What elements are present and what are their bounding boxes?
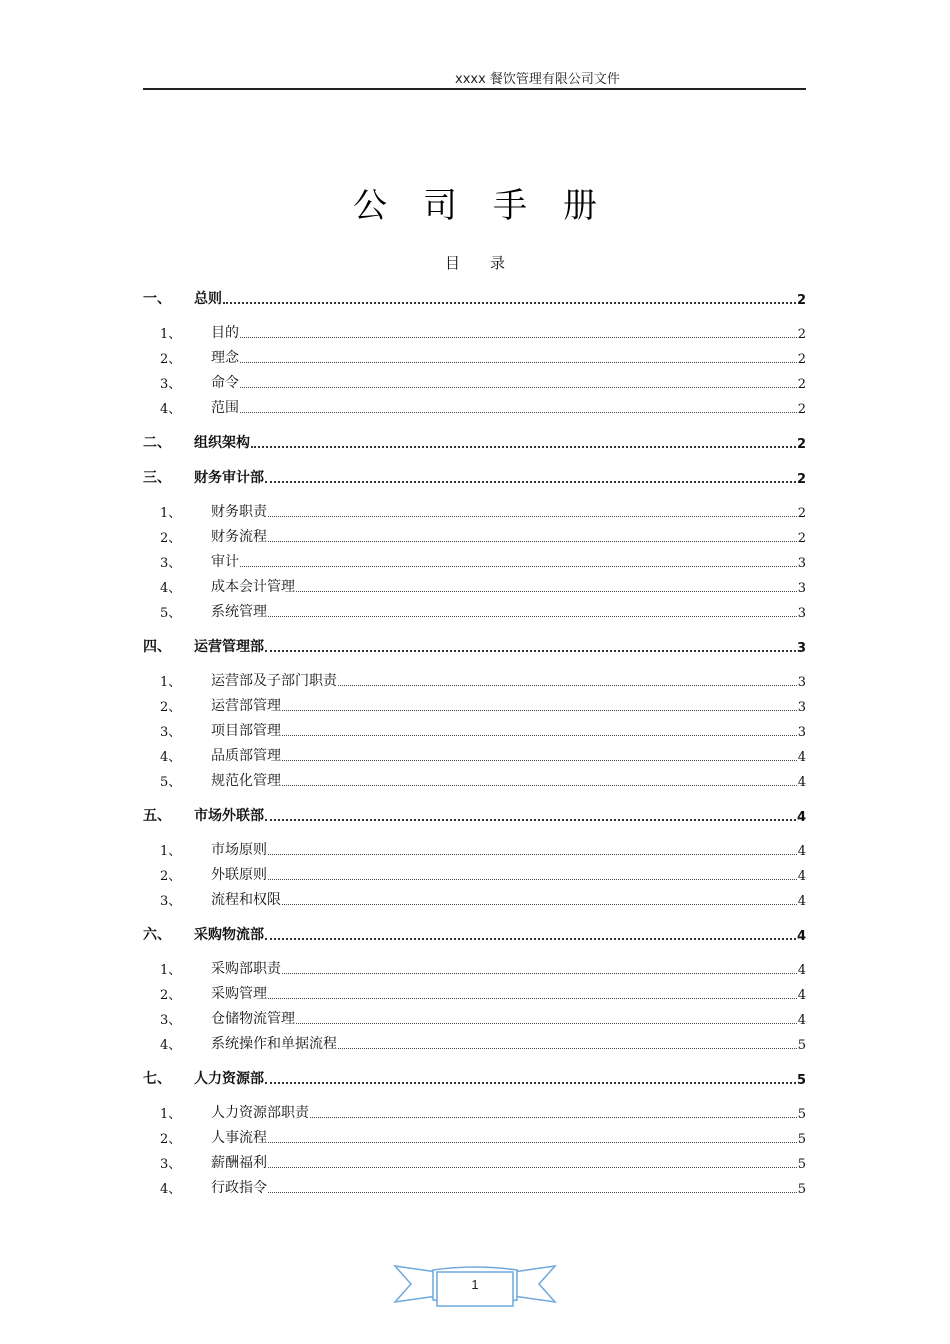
toc-entry-label: 范围 xyxy=(211,400,239,416)
toc-entry-number: 2、 xyxy=(160,869,182,884)
toc-leader-dots xyxy=(265,480,796,483)
toc-section xyxy=(143,462,806,621)
toc-subentry[interactable] xyxy=(143,765,806,790)
toc-subentry[interactable] xyxy=(143,392,806,417)
page-header xyxy=(143,66,806,90)
toc-entry-label: 财务职责 xyxy=(211,504,267,520)
toc-subentry[interactable] xyxy=(143,978,806,1003)
toc-entry-page: 3 xyxy=(797,675,806,690)
toc-leader-dots xyxy=(296,1022,797,1024)
toc-entry-label: 品质部管理 xyxy=(211,748,281,764)
toc-entry-page: 4 xyxy=(796,810,806,825)
toc-heading: 目录 xyxy=(444,254,535,272)
toc-entry-page: 2 xyxy=(796,437,806,452)
toc-section xyxy=(143,1063,806,1197)
toc-subentry[interactable] xyxy=(143,317,806,342)
toc-entry-number: 1、 xyxy=(160,963,182,978)
toc-entry-label: 行政指令 xyxy=(211,1180,267,1196)
toc-section xyxy=(143,427,806,452)
toc-subentry[interactable] xyxy=(143,1172,806,1197)
toc-entry-page: 3 xyxy=(797,700,806,715)
page-footer xyxy=(393,1262,557,1308)
toc-entry-label: 人事流程 xyxy=(211,1130,267,1146)
toc-leader-dots xyxy=(265,649,796,652)
toc-section xyxy=(143,283,806,417)
toc-entry-number: 1、 xyxy=(160,327,182,342)
toc-subentry[interactable] xyxy=(143,1122,806,1147)
toc-leader-dots xyxy=(282,972,797,974)
toc-entry-page: 5 xyxy=(797,1182,806,1197)
toc-subentry[interactable] xyxy=(143,859,806,884)
toc-leader-dots xyxy=(240,386,797,388)
toc-leader-dots xyxy=(268,540,797,542)
toc-entry-number: 4、 xyxy=(160,1182,182,1197)
toc-entry-page: 3 xyxy=(797,581,806,596)
toc-subentry[interactable] xyxy=(143,690,806,715)
toc-entry-label: 审计 xyxy=(211,554,239,570)
toc-leader-dots xyxy=(282,759,797,761)
toc-entry-number: 2、 xyxy=(160,700,182,715)
document-title: 公司手册 xyxy=(353,186,633,226)
toc-entry-page: 5 xyxy=(796,1073,806,1088)
toc-entry-number: 3、 xyxy=(160,1157,182,1172)
toc-entry-page: 4 xyxy=(797,988,806,1003)
toc-leader-dots xyxy=(268,1166,797,1168)
toc-entry-label: 人力资源部职责 xyxy=(211,1105,309,1121)
toc-entry-number: 二、 xyxy=(143,435,171,451)
toc-entry-label: 仓储物流管理 xyxy=(211,1011,295,1027)
toc-entry-label: 命令 xyxy=(211,375,239,391)
toc-entry-page: 4 xyxy=(797,750,806,765)
toc-subentry[interactable] xyxy=(143,596,806,621)
toc-leader-dots xyxy=(240,361,797,363)
toc-entry-number: 3、 xyxy=(160,377,182,392)
toc-entry-label: 规范化管理 xyxy=(211,773,281,789)
toc-leader-dots xyxy=(265,818,796,821)
toc-subentry[interactable] xyxy=(143,1097,806,1122)
toc-entry-number: 四、 xyxy=(143,639,171,655)
toc-entry-page: 2 xyxy=(797,402,806,417)
toc-entry-page: 5 xyxy=(797,1157,806,1172)
toc-chapter-entry[interactable] xyxy=(143,800,806,825)
toc-chapter-entry[interactable] xyxy=(143,631,806,656)
toc-subentry[interactable] xyxy=(143,342,806,367)
toc-entry-number: 4、 xyxy=(160,581,182,596)
toc-entry-label: 流程和权限 xyxy=(211,892,281,908)
toc-subentry[interactable] xyxy=(143,521,806,546)
toc-leader-dots xyxy=(268,615,797,617)
toc-entry-page: 3 xyxy=(797,606,806,621)
toc-subentry[interactable] xyxy=(143,740,806,765)
toc-chapter-entry[interactable] xyxy=(143,427,806,452)
toc-entry-number: 七、 xyxy=(143,1071,171,1087)
toc-subentry[interactable] xyxy=(143,884,806,909)
toc-chapter-entry[interactable] xyxy=(143,1063,806,1088)
toc-entry-page: 4 xyxy=(797,963,806,978)
toc-subentry[interactable] xyxy=(143,665,806,690)
toc-entry-number: 一、 xyxy=(143,291,171,307)
toc-entry-page: 3 xyxy=(797,556,806,571)
toc-subentry[interactable] xyxy=(143,546,806,571)
toc-entry-page: 4 xyxy=(797,1013,806,1028)
toc-entry-number: 3、 xyxy=(160,1013,182,1028)
toc-leader-dots xyxy=(268,853,797,855)
toc-leader-dots xyxy=(282,734,797,736)
toc-entry-label: 采购管理 xyxy=(211,986,267,1002)
toc-entry-label: 运营部及子部门职责 xyxy=(211,673,337,689)
toc-entry-page: 5 xyxy=(797,1038,806,1053)
toc-entry-page: 4 xyxy=(797,844,806,859)
toc-entry-label: 财务审计部 xyxy=(194,470,264,486)
toc-entry-number: 1、 xyxy=(160,1107,182,1122)
toc-leader-dots xyxy=(268,1141,797,1143)
toc-entry-number: 2、 xyxy=(160,352,182,367)
toc-entry-label: 市场外联部 xyxy=(194,808,264,824)
toc-subentry[interactable] xyxy=(143,367,806,392)
toc-entry-label: 运营管理部 xyxy=(194,639,264,655)
toc-chapter-entry[interactable] xyxy=(143,283,806,308)
toc-leader-dots xyxy=(268,1191,797,1193)
toc-entry-page: 2 xyxy=(797,352,806,367)
toc-entry-number: 4、 xyxy=(160,1038,182,1053)
toc-subentry[interactable] xyxy=(143,571,806,596)
toc-entry-number: 5、 xyxy=(160,606,182,621)
toc-entry-label: 系统操作和单据流程 xyxy=(211,1036,337,1052)
toc-entry-page: 2 xyxy=(796,472,806,487)
toc-entry-page: 5 xyxy=(797,1107,806,1122)
toc-subentry[interactable] xyxy=(143,1147,806,1172)
toc-entry-label: 采购部职责 xyxy=(211,961,281,977)
toc-section xyxy=(143,800,806,909)
toc-entry-label: 采购物流部 xyxy=(194,927,264,943)
toc-leader-dots xyxy=(265,1081,796,1084)
toc-entry-page: 2 xyxy=(797,377,806,392)
toc-entry-page: 2 xyxy=(797,531,806,546)
toc-leader-dots xyxy=(268,878,797,880)
toc-entry-number: 1、 xyxy=(160,506,182,521)
toc-entry-page: 3 xyxy=(796,641,806,656)
toc-leader-dots xyxy=(338,1047,797,1049)
toc-entry-page: 5 xyxy=(797,1132,806,1147)
page-number: 1 xyxy=(471,1277,479,1292)
toc-leader-dots xyxy=(338,684,797,686)
toc-entry-page: 3 xyxy=(797,725,806,740)
toc-entry-number: 5、 xyxy=(160,775,182,790)
toc-entry-label: 总则 xyxy=(194,291,222,307)
toc-entry-page: 4 xyxy=(796,929,806,944)
toc-leader-dots xyxy=(282,903,797,905)
toc-entry-label: 人力资源部 xyxy=(194,1071,264,1087)
toc-leader-dots xyxy=(268,515,797,517)
toc-entry-page: 4 xyxy=(797,775,806,790)
toc-entry-number: 4、 xyxy=(160,402,182,417)
toc-entry-label: 理念 xyxy=(211,350,239,366)
toc-entry-number: 3、 xyxy=(160,894,182,909)
toc-subentry[interactable] xyxy=(143,953,806,978)
toc-subentry[interactable] xyxy=(143,496,806,521)
toc-leader-dots xyxy=(282,784,797,786)
toc-entry-number: 4、 xyxy=(160,750,182,765)
toc-entry-page: 4 xyxy=(797,894,806,909)
toc-section xyxy=(143,919,806,1053)
toc-entry-number: 1、 xyxy=(160,675,182,690)
toc-leader-dots xyxy=(282,709,797,711)
toc-leader-dots xyxy=(251,445,796,448)
toc-entry-page: 2 xyxy=(797,506,806,521)
toc-entry-label: 薪酬福利 xyxy=(211,1155,267,1171)
toc-entry-label: 系统管理 xyxy=(211,604,267,620)
toc-entry-label: 市场原则 xyxy=(211,842,267,858)
toc-subentry[interactable] xyxy=(143,834,806,859)
toc-entry-label: 运营部管理 xyxy=(211,698,281,714)
header-text: xxxx 餐饮管理有限公司文件 xyxy=(455,72,620,87)
toc-subentry[interactable] xyxy=(143,1003,806,1028)
toc-entry-label: 项目部管理 xyxy=(211,723,281,739)
toc-entry-label: 成本会计管理 xyxy=(211,579,295,595)
toc-entry-label: 外联原则 xyxy=(211,867,267,883)
toc-leader-dots xyxy=(240,336,797,338)
toc-entry-number: 2、 xyxy=(160,988,182,1003)
toc-entry-number: 2、 xyxy=(160,1132,182,1147)
toc-entry-page: 2 xyxy=(796,293,806,308)
toc-entry-page: 2 xyxy=(797,327,806,342)
toc-leader-dots xyxy=(296,590,797,592)
toc-subentry[interactable] xyxy=(143,715,806,740)
toc-leader-dots xyxy=(265,937,796,940)
toc-entry-number: 六、 xyxy=(143,927,171,943)
toc-entry-number: 五、 xyxy=(143,808,171,824)
toc-leader-dots xyxy=(240,411,797,413)
toc-entry-number: 3、 xyxy=(160,556,182,571)
toc-leader-dots xyxy=(223,301,796,304)
toc-leader-dots xyxy=(268,997,797,999)
toc-entry-page: 4 xyxy=(797,869,806,884)
toc-entry-number: 2、 xyxy=(160,531,182,546)
toc-entry-label: 财务流程 xyxy=(211,529,267,545)
toc-entry-number: 三、 xyxy=(143,470,171,486)
toc-entry-label: 组织架构 xyxy=(194,435,250,451)
toc-leader-dots xyxy=(240,565,797,567)
toc-chapter-entry[interactable] xyxy=(143,462,806,487)
toc-entry-label: 目的 xyxy=(211,325,239,341)
toc-section xyxy=(143,631,806,790)
toc-subentry[interactable] xyxy=(143,1028,806,1053)
toc-leader-dots xyxy=(310,1116,797,1118)
toc-chapter-entry[interactable] xyxy=(143,919,806,944)
toc-entry-number: 1、 xyxy=(160,844,182,859)
table-of-contents xyxy=(143,283,806,1207)
toc-entry-number: 3、 xyxy=(160,725,182,740)
